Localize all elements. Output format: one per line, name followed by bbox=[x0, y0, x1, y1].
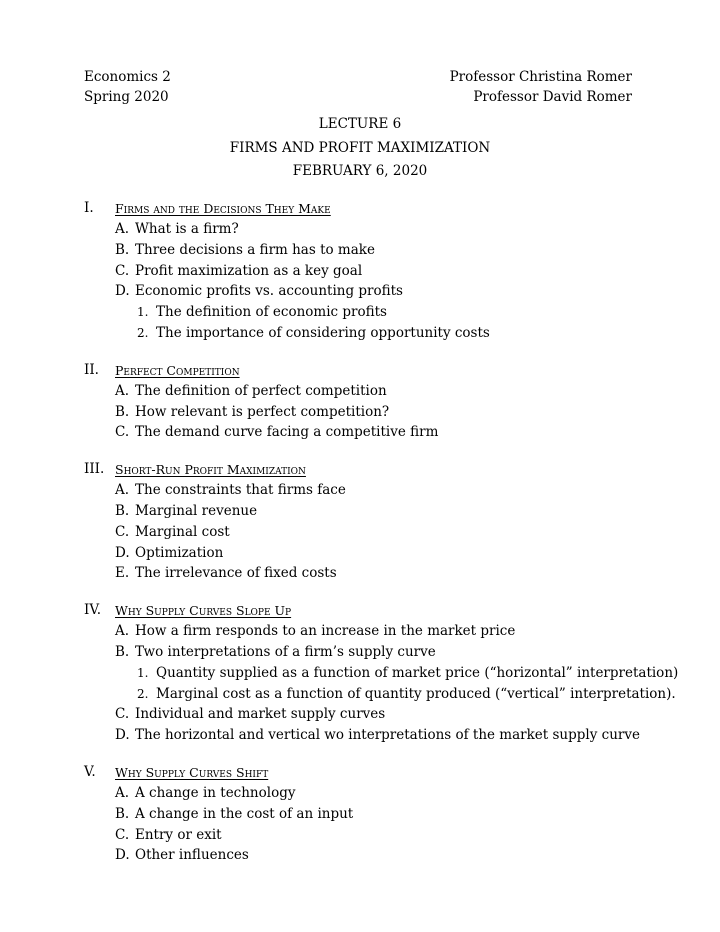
outline-subitem bbox=[84, 323, 644, 344]
item-label: B. bbox=[115, 805, 130, 822]
item-label: C. bbox=[115, 706, 130, 723]
section-heading bbox=[84, 360, 644, 381]
subitem-text: Marginal cost as a function of quantity produced (“vertical” interpretation). bbox=[156, 685, 676, 702]
outline-item bbox=[84, 563, 644, 584]
course-name: Economics 2 bbox=[84, 69, 171, 85]
outline-item bbox=[84, 543, 644, 564]
section-numeral: IV. bbox=[84, 602, 102, 619]
outline-item bbox=[84, 804, 644, 825]
subitem-label: 2. bbox=[137, 686, 149, 701]
item-text: What is a firm? bbox=[135, 221, 239, 237]
section-heading bbox=[84, 198, 644, 219]
section-heading bbox=[84, 600, 644, 621]
instructor-2: Professor David Romer bbox=[473, 89, 632, 105]
outline-item bbox=[84, 422, 644, 443]
outline-section bbox=[84, 360, 644, 443]
item-text: A change in technology bbox=[135, 784, 296, 801]
item-label: D. bbox=[115, 727, 130, 744]
section-title: Perfect Competition bbox=[115, 362, 240, 378]
item-text: Entry or exit bbox=[135, 826, 222, 843]
outline-item bbox=[84, 501, 644, 522]
item-label: B. bbox=[115, 403, 130, 420]
outline-item bbox=[84, 381, 644, 402]
section-title: Firms and the Decisions They Make bbox=[115, 201, 331, 216]
item-label: D. bbox=[115, 544, 130, 561]
outline-item bbox=[84, 219, 644, 240]
item-label: C. bbox=[115, 523, 130, 540]
outline-subitem bbox=[84, 302, 644, 323]
item-text: Economic profits vs. accounting profits bbox=[135, 283, 403, 300]
instructor-1: Professor Christina Romer bbox=[449, 69, 632, 85]
subitem-text: Quantity supplied as a function of market price (“horizontal” interpretation) bbox=[156, 664, 679, 681]
item-label: E. bbox=[115, 565, 130, 582]
item-text: A change in the cost of an input bbox=[135, 805, 354, 822]
item-text: How relevant is perfect competition? bbox=[135, 403, 390, 420]
item-label: A. bbox=[115, 482, 130, 499]
item-text: Two interpretations of a firm’s supply curve bbox=[135, 643, 436, 660]
section-numeral: V. bbox=[84, 763, 96, 780]
outline-item bbox=[84, 783, 644, 804]
subitem-text: The importance of considering opportunity costs bbox=[156, 324, 490, 341]
section-title: Short-Run Profit Maximization bbox=[115, 462, 306, 478]
subitem-label: 1. bbox=[137, 305, 149, 320]
outline-item bbox=[84, 240, 644, 261]
lecture-topic: FIRMS AND PROFIT MAXIMIZATION bbox=[229, 139, 491, 156]
item-label: A. bbox=[115, 382, 130, 399]
item-label: B. bbox=[115, 643, 130, 660]
header-left bbox=[84, 67, 171, 107]
outline-item bbox=[84, 845, 644, 866]
outline-item bbox=[84, 725, 644, 746]
section-numeral: I. bbox=[84, 200, 94, 216]
title-block bbox=[0, 113, 720, 184]
outline-subitem bbox=[84, 684, 676, 705]
lecture-number: LECTURE 6 bbox=[318, 116, 402, 132]
subitem-label: 1. bbox=[137, 665, 149, 680]
item-label: A. bbox=[115, 623, 130, 640]
outline-item bbox=[84, 621, 644, 642]
item-text: The irrelevance of fixed costs bbox=[135, 565, 337, 582]
outline-section bbox=[84, 600, 679, 746]
item-label: C. bbox=[115, 424, 130, 441]
outline-section bbox=[84, 762, 644, 866]
lecture-date: FEBRUARY 6, 2020 bbox=[292, 163, 428, 179]
item-text: Profit maximization as a key goal bbox=[135, 262, 363, 279]
outline-item bbox=[84, 402, 644, 423]
section-title: Why Supply Curves Slope Up bbox=[115, 603, 292, 619]
outline-item bbox=[84, 825, 644, 846]
item-text: The demand curve facing a competitive firm bbox=[135, 424, 439, 441]
outline-item bbox=[84, 522, 644, 543]
item-text: The constraints that firms face bbox=[135, 482, 346, 499]
section-title: Why Supply Curves Shift bbox=[115, 764, 269, 780]
item-text: Marginal cost bbox=[135, 523, 230, 540]
outline-item bbox=[84, 480, 644, 501]
term: Spring 2020 bbox=[84, 89, 169, 105]
item-label: C. bbox=[115, 826, 130, 843]
item-label: C. bbox=[115, 262, 130, 279]
item-label: D. bbox=[115, 283, 130, 300]
item-label: B. bbox=[115, 241, 130, 258]
outline-item bbox=[84, 281, 644, 302]
section-heading bbox=[84, 762, 644, 783]
lecture-outline bbox=[84, 198, 679, 882]
item-label: D. bbox=[115, 847, 130, 864]
item-text: Other influences bbox=[135, 847, 249, 864]
item-label: A. bbox=[115, 221, 130, 237]
item-text: How a firm responds to an increase in the market price bbox=[135, 623, 516, 640]
item-text: Individual and market supply curves bbox=[135, 706, 386, 723]
item-label: B. bbox=[115, 502, 130, 519]
item-label: A. bbox=[115, 784, 130, 801]
subitem-label: 2. bbox=[137, 325, 149, 340]
item-text: Optimization bbox=[135, 544, 224, 561]
outline-section bbox=[84, 198, 644, 344]
section-numeral: III. bbox=[84, 461, 105, 478]
outline-item bbox=[84, 261, 644, 282]
header-right bbox=[450, 67, 632, 107]
item-text: The horizontal and vertical wo interpretations of the market supply curve bbox=[135, 727, 640, 744]
subitem-text: The definition of economic profits bbox=[156, 304, 387, 321]
outline-subitem bbox=[84, 663, 679, 684]
outline-item bbox=[84, 704, 644, 725]
outline-section bbox=[84, 459, 644, 584]
section-numeral: II. bbox=[84, 361, 99, 378]
item-text: Three decisions a firm has to make bbox=[135, 241, 375, 258]
item-text: Marginal revenue bbox=[135, 502, 258, 519]
outline-item bbox=[84, 642, 644, 663]
section-heading bbox=[84, 459, 644, 480]
item-text: The definition of perfect competition bbox=[135, 382, 387, 399]
